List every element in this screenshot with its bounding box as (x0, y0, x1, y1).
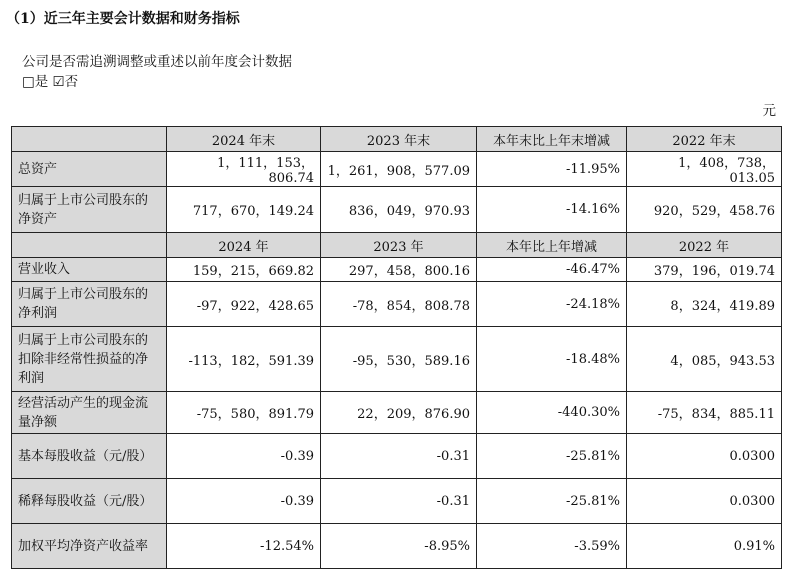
value-cell: -78，854，808.78 (321, 282, 477, 327)
table-row (12, 282, 782, 327)
column-header (12, 127, 167, 152)
value-cell: 8，324，419.89 (627, 282, 782, 327)
value-cell: -8.95% (321, 524, 477, 569)
column-header: 本年比上年增减 (477, 233, 627, 258)
value-cell: -25.81% (477, 434, 627, 479)
value-cell: 4，085，943.53 (627, 327, 782, 392)
value-cell: -11.95% (477, 152, 627, 187)
value-cell: -75，580，891.79 (167, 392, 321, 434)
column-header: 2024 年末 (167, 127, 321, 152)
table-row (12, 152, 782, 187)
restatement-choices: □是 ☑否 (22, 74, 79, 90)
value-cell: 717，670，149.24 (167, 187, 321, 233)
value-cell: 159，215，669.82 (167, 258, 321, 282)
value-cell: 920，529，458.76 (627, 187, 782, 233)
value-cell: 0.0300 (627, 434, 782, 479)
value-cell: -46.47% (477, 258, 627, 282)
table-header-row (12, 127, 782, 152)
column-header: 2022 年 (627, 233, 782, 258)
value-cell: -97，922，428.65 (167, 282, 321, 327)
column-header (12, 233, 167, 258)
row-label: 总资产 (12, 152, 167, 187)
row-label: 经营活动产生的现金流量净额 (12, 392, 167, 434)
value-cell: -25.81% (477, 479, 627, 524)
table-row (12, 479, 782, 524)
row-label: 稀释每股收益（元/股） (12, 479, 167, 524)
value-cell: -0.39 (167, 479, 321, 524)
column-header: 本年末比上年末增减 (477, 127, 627, 152)
column-header: 2022 年末 (627, 127, 782, 152)
value-cell: 379，196，019.74 (627, 258, 782, 282)
table-row (12, 392, 782, 434)
row-label: 归属于上市公司股东的净资产 (12, 187, 167, 233)
value-cell: -75，834，885.11 (627, 392, 782, 434)
value-cell: -14.16% (477, 187, 627, 233)
table-header-row (12, 233, 782, 258)
row-label: 营业收入 (12, 258, 167, 282)
table-row (12, 258, 782, 282)
value-cell: 1，408，738，013.05 (627, 152, 782, 187)
value-cell: -95，530，589.16 (321, 327, 477, 392)
value-cell: 297，458，800.16 (321, 258, 477, 282)
row-label: 归属于上市公司股东的净利润 (12, 282, 167, 327)
value-cell: -3.59% (477, 524, 627, 569)
value-cell: -0.31 (321, 434, 477, 479)
column-header: 2024 年 (167, 233, 321, 258)
value-cell: 836，049，970.93 (321, 187, 477, 233)
table-row (12, 187, 782, 233)
value-cell: 0.0300 (627, 479, 782, 524)
table-row (12, 327, 782, 392)
value-cell: -0.31 (321, 479, 477, 524)
value-cell: -113，182，591.39 (167, 327, 321, 392)
value-cell: -12.54% (167, 524, 321, 569)
restatement-question: 公司是否需追溯调整或重述以前年度会计数据 (22, 54, 292, 70)
table-row (12, 524, 782, 569)
column-header: 2023 年末 (321, 127, 477, 152)
value-cell: -440.30% (477, 392, 627, 434)
value-cell: -24.18% (477, 282, 627, 327)
row-label: 基本每股收益（元/股） (12, 434, 167, 479)
value-cell: 1，261，908，577.09 (321, 152, 477, 187)
column-header: 2023 年 (321, 233, 477, 258)
row-label: 归属于上市公司股东的扣除非经常性损益的净利润 (12, 327, 167, 392)
table-row (12, 434, 782, 479)
value-cell: 0.91% (627, 524, 782, 569)
section-heading: （1）近三年主要会计数据和财务指标 (6, 11, 240, 27)
value-cell: -18.48% (477, 327, 627, 392)
row-label: 加权平均净资产收益率 (12, 524, 167, 569)
value-cell: -0.39 (167, 434, 321, 479)
value-cell: 22，209，876.90 (321, 392, 477, 434)
currency-unit: 元 (762, 103, 776, 119)
financial-data-table (11, 126, 782, 569)
value-cell: 1，111，153，806.74 (167, 152, 321, 187)
